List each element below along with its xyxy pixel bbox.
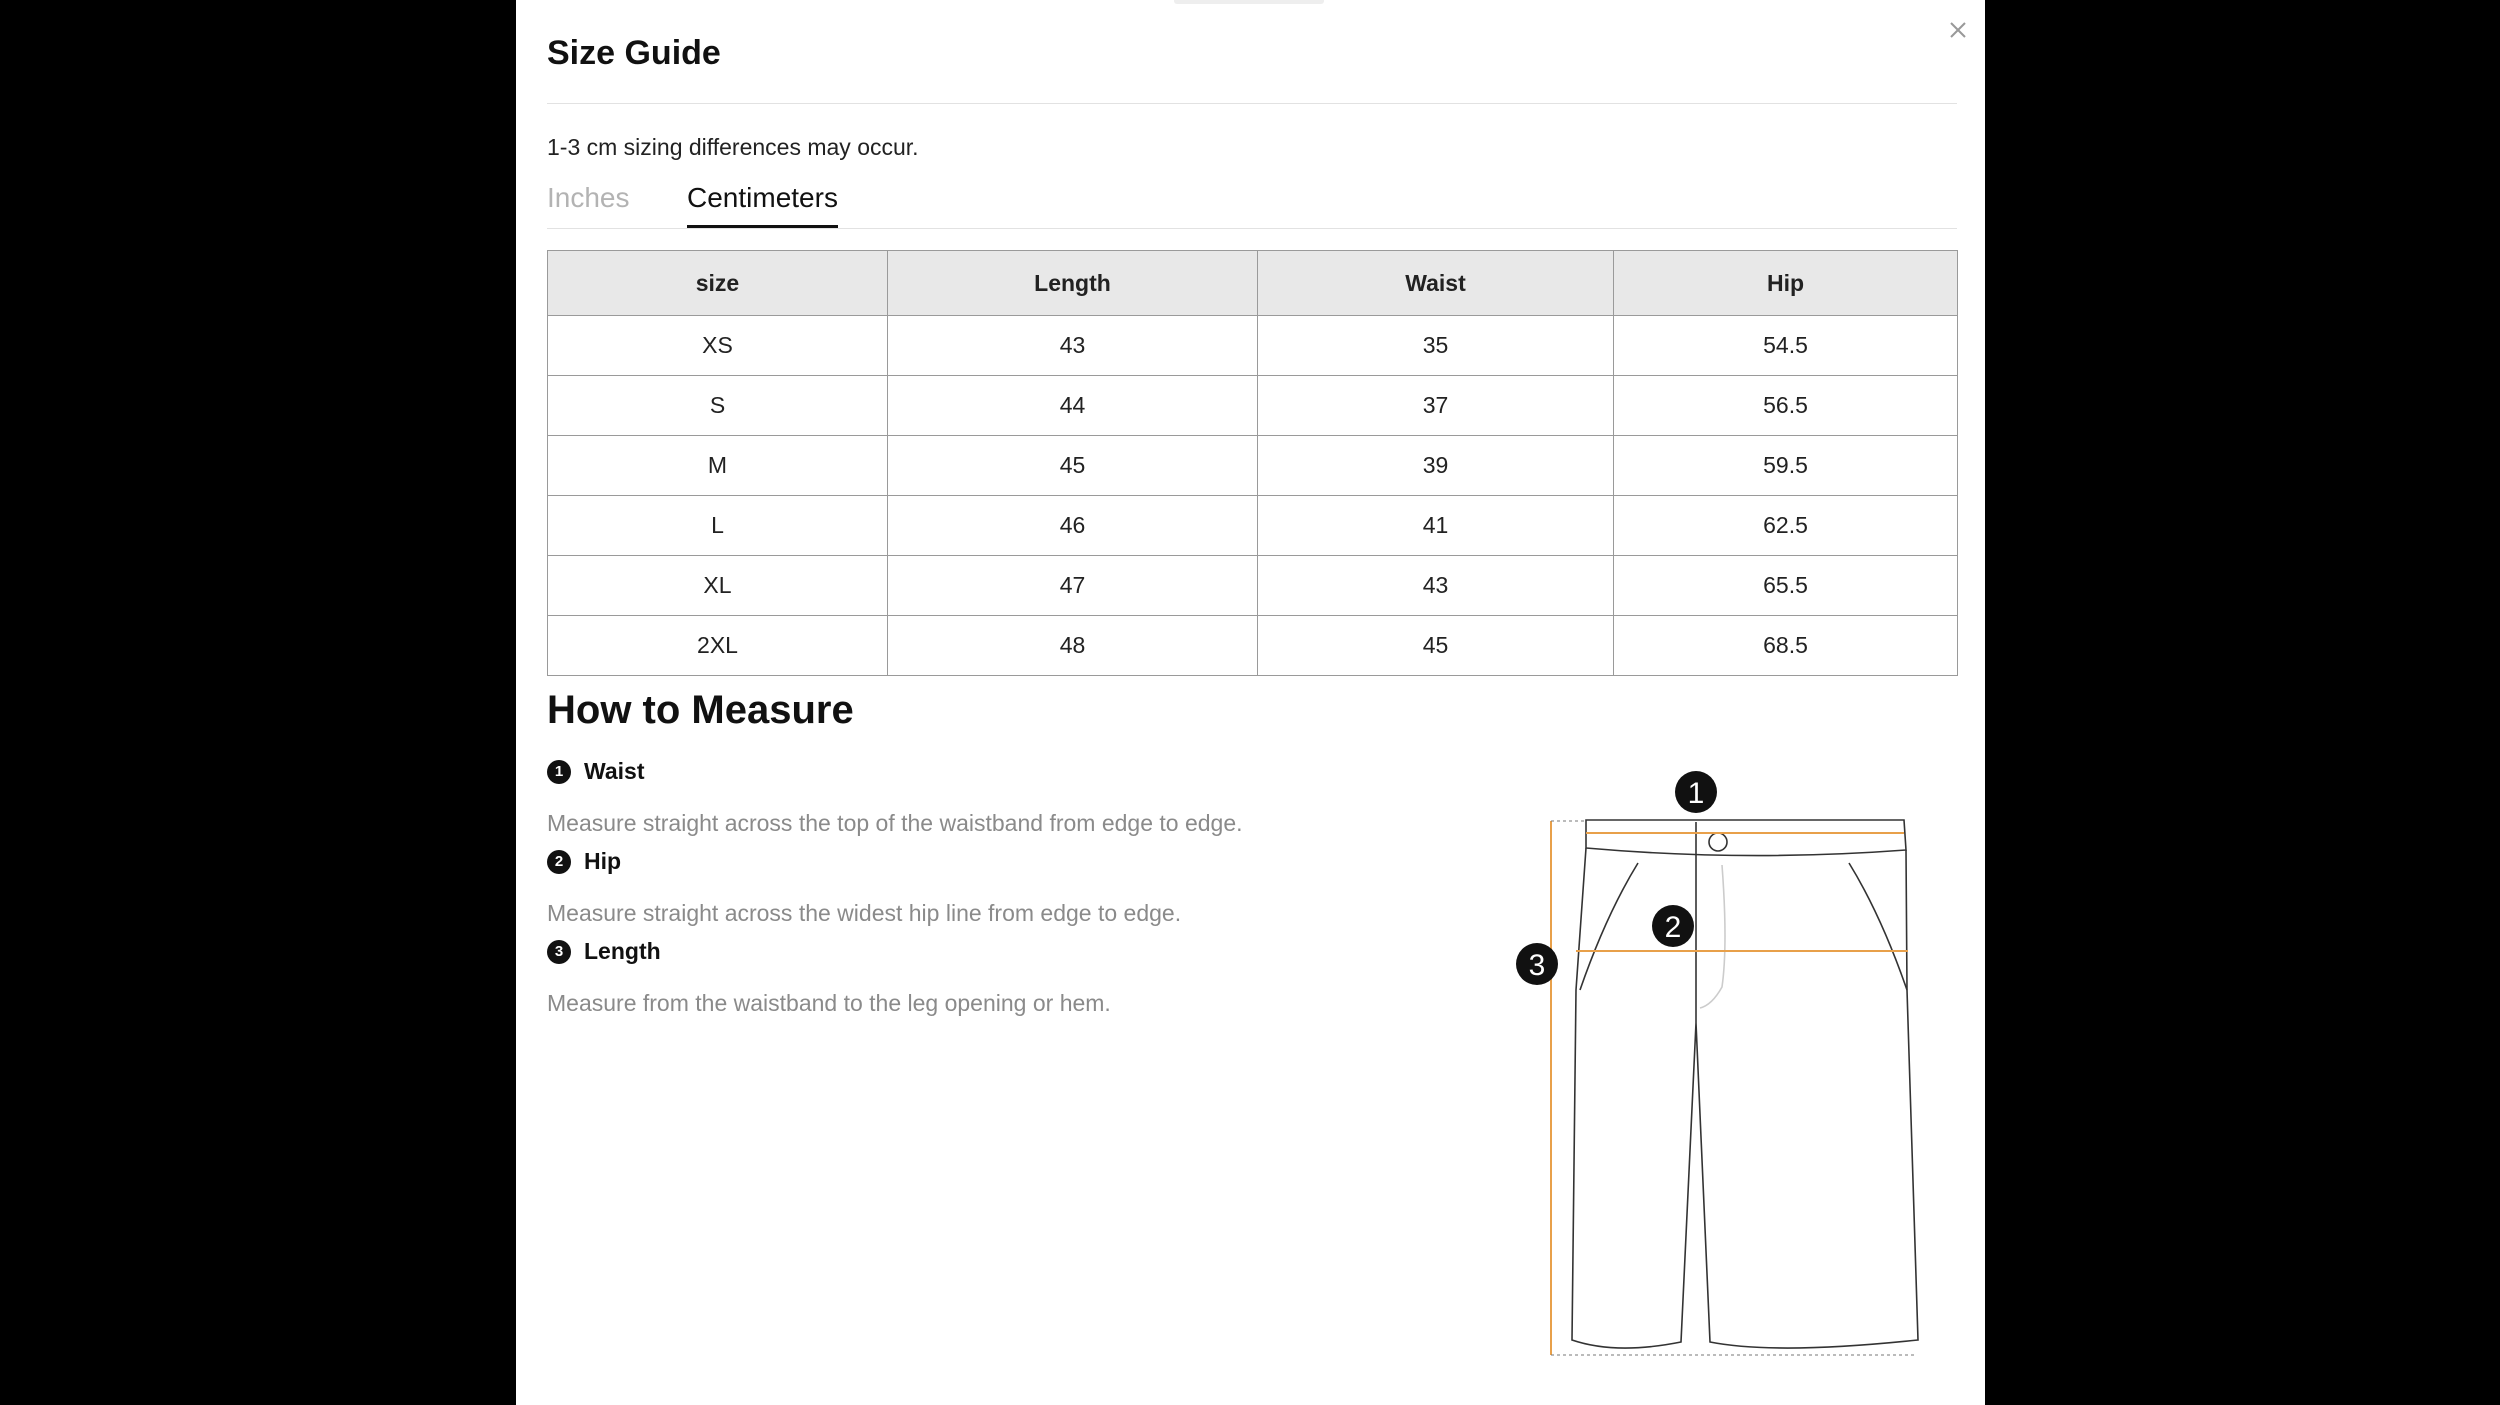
modal-title: Size Guide	[547, 34, 721, 72]
table-row	[548, 616, 1958, 676]
title-divider	[547, 103, 1957, 104]
svg-text:2: 2	[1664, 911, 1682, 944]
step-label: Length	[584, 938, 661, 964]
table-header-row	[548, 251, 1958, 316]
sizing-disclaimer: 1-3 cm sizing differences may occur.	[547, 134, 919, 160]
cell-hip: 68.5	[1614, 616, 1958, 676]
how-to-measure-title: How to Measure	[547, 688, 854, 732]
table-row	[548, 376, 1958, 436]
cell-waist: 35	[1258, 316, 1614, 376]
shorts-measurement-diagram	[1496, 765, 1956, 1365]
step-description: Measure straight across the widest hip line from edge to edge.	[547, 900, 1182, 926]
diagram-marker-1	[1675, 771, 1717, 813]
cell-waist: 37	[1258, 376, 1614, 436]
cell-hip: 65.5	[1614, 556, 1958, 616]
tab-inches[interactable]: Inches	[547, 182, 630, 213]
cell-hip: 56.5	[1614, 376, 1958, 436]
table-row	[548, 436, 1958, 496]
cell-hip: 59.5	[1614, 436, 1958, 496]
measure-step-length	[547, 938, 1111, 1017]
step-number-badge: 1	[547, 760, 571, 784]
diagram-marker-3	[1516, 943, 1558, 985]
header-size: size	[548, 251, 888, 316]
extension-lines	[1551, 821, 1916, 1355]
step-label: Waist	[584, 758, 645, 784]
cell-size: L	[548, 496, 888, 556]
cell-length: 46	[888, 496, 1258, 556]
cell-length: 43	[888, 316, 1258, 376]
cell-waist: 41	[1258, 496, 1614, 556]
size-guide-modal	[516, 0, 1985, 1405]
close-icon[interactable]	[1944, 16, 1972, 44]
cell-hip: 54.5	[1614, 316, 1958, 376]
unit-tabs	[547, 182, 1957, 229]
step-number-badge: 3	[547, 940, 571, 964]
cell-hip: 62.5	[1614, 496, 1958, 556]
cell-size: S	[548, 376, 888, 436]
step-description: Measure straight across the top of the waistband from edge to edge.	[547, 810, 1243, 836]
step-label: Hip	[584, 848, 622, 874]
cell-waist: 43	[1258, 556, 1614, 616]
cell-waist: 39	[1258, 436, 1614, 496]
cell-length: 48	[888, 616, 1258, 676]
measure-step-waist	[547, 758, 1243, 837]
measure-lines	[1551, 821, 1908, 1355]
svg-text:3: 3	[1528, 949, 1546, 982]
size-table	[547, 250, 1958, 676]
cell-length: 47	[888, 556, 1258, 616]
table-row	[548, 556, 1958, 616]
cell-length: 44	[888, 376, 1258, 436]
header-waist: Waist	[1258, 251, 1614, 316]
cell-size: M	[548, 436, 888, 496]
measure-step-hip	[547, 848, 1181, 927]
svg-text:1: 1	[1687, 777, 1705, 810]
cell-waist: 45	[1258, 616, 1614, 676]
cell-size: 2XL	[548, 616, 888, 676]
cell-length: 45	[888, 436, 1258, 496]
diagram-marker-2	[1652, 905, 1694, 947]
drag-handle	[1174, 0, 1324, 4]
table-row	[548, 496, 1958, 556]
header-length: Length	[888, 251, 1258, 316]
cell-size: XL	[548, 556, 888, 616]
table-row	[548, 316, 1958, 376]
tab-centimeters[interactable]: Centimeters	[687, 182, 838, 228]
cell-size: XS	[548, 316, 888, 376]
shorts-outline	[1572, 820, 1918, 1348]
header-hip: Hip	[1614, 251, 1958, 316]
step-description: Measure from the waistband to the leg opening or hem.	[547, 990, 1111, 1016]
step-number-badge: 2	[547, 850, 571, 874]
